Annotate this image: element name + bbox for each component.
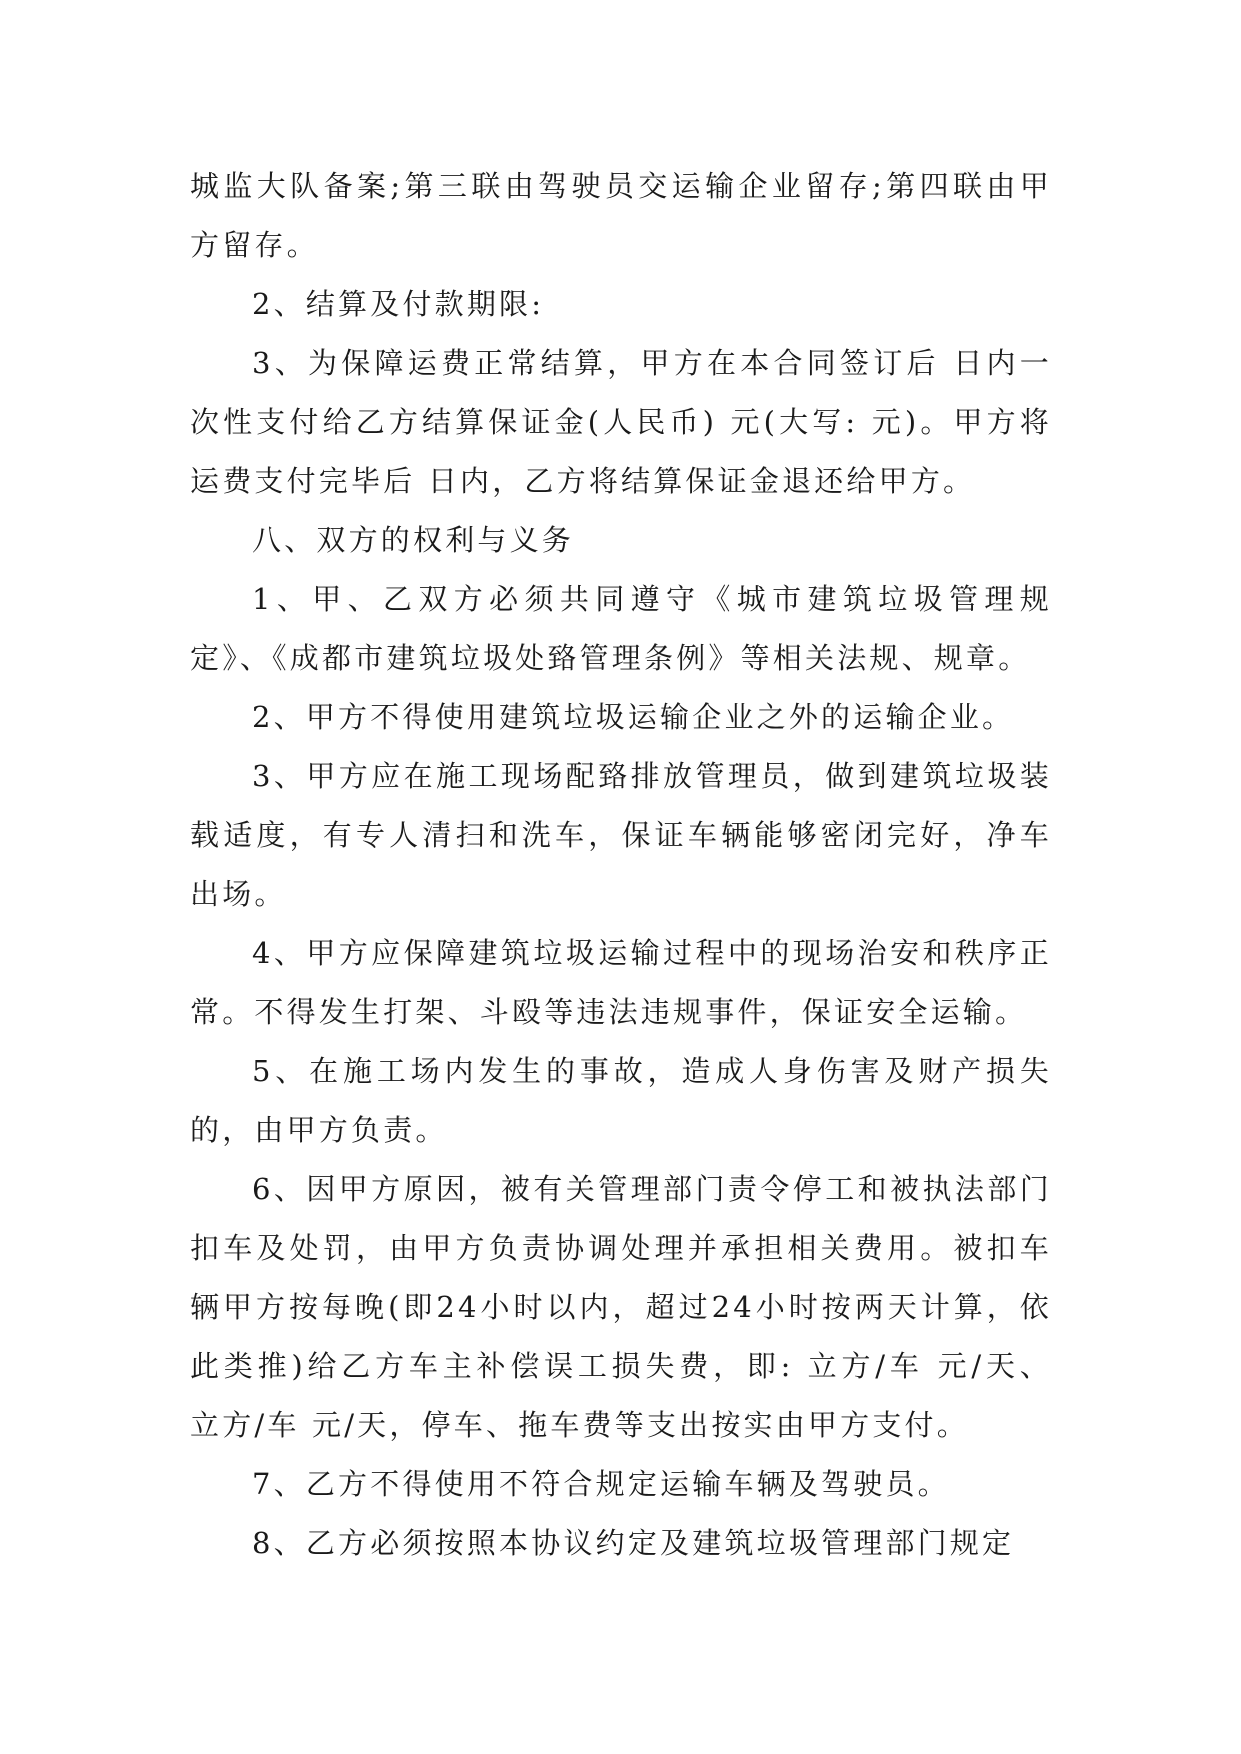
paragraph-clause-7: 7、乙方不得使用不符合规定运输车辆及驾驶员。 <box>252 1467 950 1501</box>
paragraph-deposit: 3、为保障运费正常结算，甲方在本合同签订后 日内一次性支付给乙方结算保证金(人民币) 元(大写: 元)。甲方将运费支付完毕后 日内，乙方将结算保证金退还给甲方。 <box>190 346 1052 498</box>
paragraph-clause-8: 8、乙方必须按照本协议约定及建筑垃圾管理部门规定 <box>252 1526 1015 1560</box>
paragraph-clause-1: 1、甲、乙双方必须共同遵守《城市建筑垃圾管理规定》、《成都市建筑垃圾处臵管理条例》等相关法规、规章。 <box>190 582 1052 675</box>
paragraph-clause-6: 6、因甲方原因，被有关管理部门责令停工和被执法部门扣车及处罚，由甲方负责协调处理并承担相关费用。被扣车辆甲方按每晚(即24小时以内，超过24小时按两天计算，依此类推)给乙方车主补偿误工损失费，即: 立方/车 元/天、 立方/车 元/天，停车、拖车费等支出按实由甲方支付。 <box>190 1172 1052 1442</box>
document-page <box>190 157 1052 1573</box>
paragraph-clause-2: 2、甲方不得使用建筑垃圾运输企业之外的运输企业。 <box>252 700 1015 734</box>
paragraph-clause-3: 3、甲方应在施工现场配臵排放管理员，做到建筑垃圾装载适度，有专人清扫和洗车，保证车辆能够密闭完好，净车出场。 <box>190 759 1052 911</box>
paragraph-clause-5: 5、在施工场内发生的事故，造成人身伤害及财产损失的，由甲方负责。 <box>190 1054 1052 1147</box>
paragraph-clause-4: 4、甲方应保障建筑垃圾运输过程中的现场治安和秩序正常。不得发生打架、斗殴等违法违规事件，保证安全运输。 <box>190 936 1052 1029</box>
paragraph-settlement-term: 2、结算及付款期限: <box>252 287 545 321</box>
section-heading-rights-obligations: 八、双方的权利与义务 <box>252 523 575 557</box>
paragraph-continuation: 城监大队备案;第三联由驾驶员交运输企业留存;第四联由甲方留存。 <box>190 169 1052 262</box>
